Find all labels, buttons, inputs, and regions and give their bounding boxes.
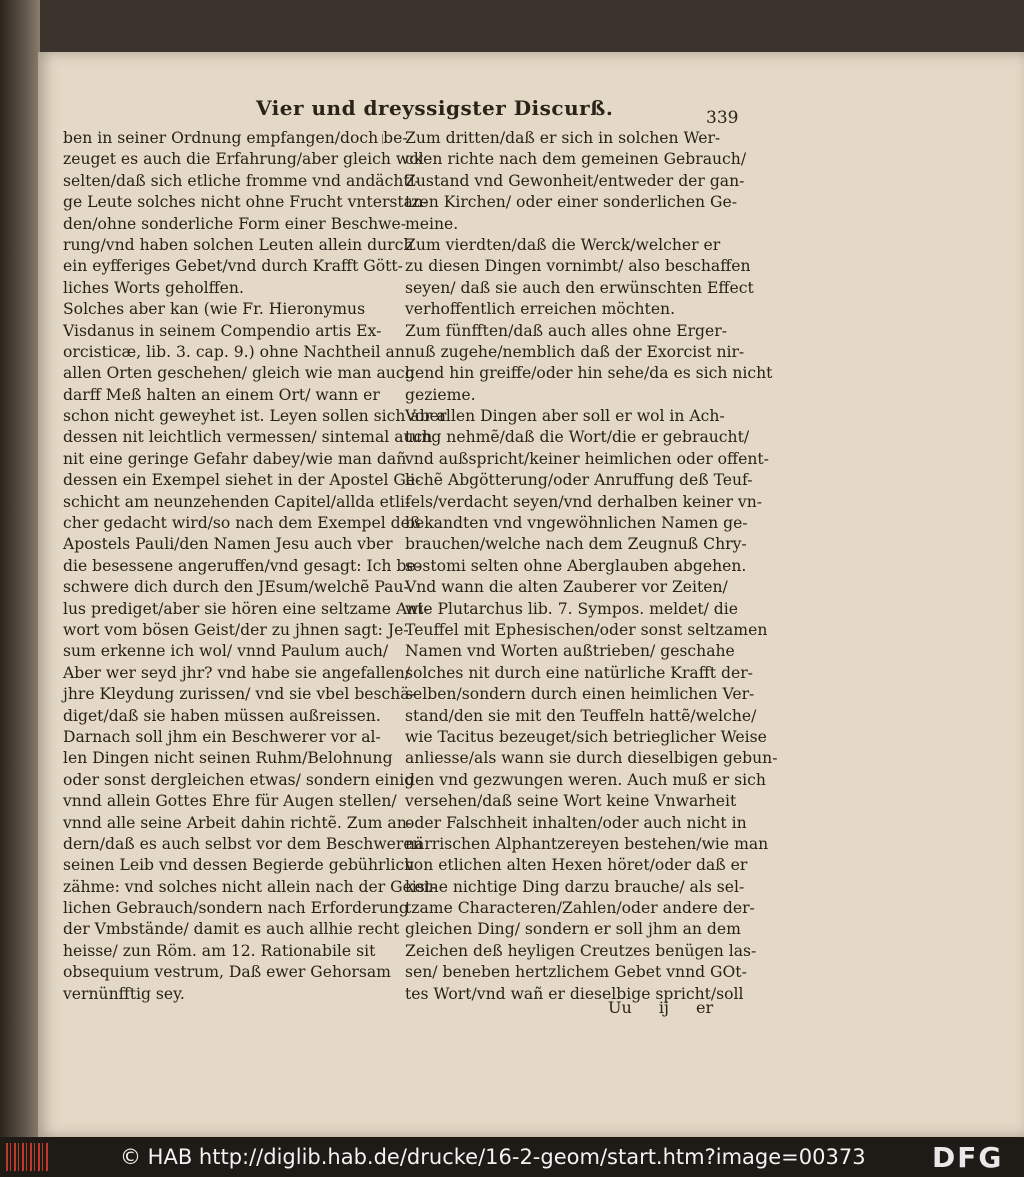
text-line: Zum fünfften/daß auch alles ohne Erger- — [405, 321, 727, 340]
text-line: stand/den sie mit den Teuffeln hattẽ/welche/ — [405, 706, 757, 725]
text-line: von etlichen alten Hexen höret/oder daß er — [405, 856, 748, 875]
text-line: Namen vnd Worten außtrieben/ geschahe — [405, 642, 735, 661]
running-header: Vier und dreyssigster Discurß. — [256, 96, 614, 120]
text-line: allen Orten geschehen/ gleich wie man auch — [63, 364, 415, 383]
text-line: zeuget es auch die Erfahrung/aber gleich wol — [63, 150, 424, 169]
text-line: nit eine geringe Gefahr dabey/wie man dañ — [63, 449, 407, 468]
text-line: wie Tacitus bezeuget/sich betrieglicher Weise — [405, 727, 767, 746]
text-line: sum erkenne ich wol/ vnnd Paulum auch/ — [63, 642, 389, 661]
text-line: cher gedacht wird/so nach dem Exempel deß — [63, 514, 421, 533]
text-line: len Dingen nicht seinen Ruhm/Belohnung — [63, 749, 393, 768]
text-line: jhre Kleydung zurissen/ vnd sie vbel beschä- — [63, 685, 415, 704]
book-page — [38, 52, 1024, 1137]
text-line: Zum vierdten/daß die Werck/welcher er — [405, 235, 721, 254]
text-line: wort vom bösen Geist/der zu jhnen sagt: Je- — [63, 620, 409, 639]
text-line: Apostels Pauli/den Namen Jesu auch vber — [63, 535, 393, 554]
facing-page-edge — [0, 90, 36, 1050]
text-line: lichẽ Abgötterung/oder Anruffung deß Teuf- — [405, 471, 753, 490]
text-line: dessen ein Exempel siehet in der Apostel Ge- — [63, 471, 421, 490]
text-line: sostomi selten ohne Aberglauben abgehen. — [405, 556, 747, 575]
text-line: versehen/daß seine Wort keine Vnwarheit — [405, 792, 737, 811]
text-line: närrischen Alphantzereyen bestehen/wie man — [405, 834, 769, 853]
text-line: orcisticæ, lib. 3. cap. 9.) ohne Nachtheil an — [63, 342, 405, 361]
text-line: darff Meß halten an einem Ort/ wann er — [63, 385, 380, 404]
text-line: tung nehmẽ/daß die Wort/die er gebraucht/ — [405, 428, 750, 447]
text-line: tzame Characteren/Zahlen/oder andere der- — [405, 899, 755, 918]
text-line: gend hin greiffe/oder hin sehe/da es sich nicht — [405, 364, 773, 383]
barcode-icon — [6, 1143, 48, 1171]
text-line: nuß zugehe/nemblich daß der Exorcist nir- — [405, 342, 745, 361]
text-line: wie Plutarchus lib. 7. Sympos. meldet/ die — [405, 599, 738, 618]
text-line: brauchen/welche nach dem Zeugnuß Chry- — [405, 535, 747, 554]
text-line: ein eyfferiges Gebet/vnd durch Krafft Gött- — [63, 257, 403, 276]
text-line: tzen Kirchen/ oder einer sonderlichen Ge- — [405, 193, 737, 212]
text-line: vnnd allein Gottes Ehre für Augen stellen/ — [63, 792, 397, 811]
text-line: die besessene angeruffen/vnd gesagt: Ich be- — [63, 556, 421, 575]
text-line: verhoffentlich erreichen möchten. — [405, 300, 676, 319]
text-line: Zum dritten/daß er sich in solchen Wer- — [405, 129, 721, 147]
text-line: zu diesen Dingen vornimbt/ also beschaffen — [405, 257, 751, 276]
text-line: fels/verdacht seyen/vnd derhalben keiner vn- — [405, 492, 763, 511]
text-line: Visdanus in seinem Compendio artis Ex- — [63, 321, 382, 340]
text-line: oder Falschheit inhalten/oder auch nicht in — [405, 813, 747, 832]
text-line: selten/daß sich etliche fromme vnd andächti- — [63, 171, 420, 190]
text-line: sen/ beneben hertzlichem Gebet vnnd GOt- — [405, 963, 747, 982]
text-line: gleichen Ding/ sondern er soll jhm an dem — [405, 920, 741, 939]
text-line: vernünfftig sey. — [63, 984, 185, 1003]
text-line: Zeichen deß heyligen Creutzes benügen las- — [405, 941, 757, 960]
text-line: lichen Gebrauch/sondern nach Erforderung — [63, 899, 409, 918]
text-line: seinen Leib vnd dessen Begierde gebührlich — [63, 856, 415, 875]
text-line: Zustand vnd Gewonheit/entweder der gan- — [405, 171, 745, 190]
text-line: ge Leute solches nicht ohne Frucht vnterstan- — [63, 193, 429, 212]
text-line: Darnach soll jhm ein Beschwerer vor al- — [63, 727, 381, 746]
text-line: vnnd alle seine Arbeit dahin richtẽ. Zum an- — [63, 813, 413, 832]
text-line: den/ohne sonderliche Form einer Beschwe- — [63, 214, 406, 233]
text-line: den vnd gezwungen weren. Auch muß er sich — [405, 770, 766, 789]
text-line: lus prediget/aber sie hören eine seltzame Ant- — [63, 599, 429, 618]
text-line: Vor allen Dingen aber soll er wol in Ach- — [405, 407, 725, 426]
text-line: Solches aber kan (wie Fr. Hieronymus — [63, 300, 366, 319]
text-line: selben/sondern durch einen heimlichen Ver- — [405, 685, 755, 704]
text-line: rung/vnd haben solchen Leuten allein durch — [63, 235, 414, 254]
dfg-logo: DFG — [932, 1141, 1004, 1174]
text-line: anliesse/als wann sie durch dieselbigen gebun- — [405, 749, 778, 768]
text-line: solches nit durch eine natürliche Krafft der- — [405, 663, 753, 682]
text-line: tes Wort/vnd wañ er dieselbige spricht/soll — [405, 984, 744, 1003]
text-line: vnd außspricht/keiner heimlichen oder offent- — [405, 449, 769, 468]
text-line: gezieme. — [405, 385, 476, 404]
text-line: keine nichtige Ding darzu brauche/ als sel- — [405, 877, 745, 896]
copyright-link[interactable]: © HAB http://diglib.hab.de/drucke/16-2-geom/start.htm?image=00373 — [120, 1145, 866, 1169]
catchword: Uu ij er — [608, 998, 714, 1017]
right-text-column — [405, 128, 778, 1005]
text-line: dessen nit leichtlich vermessen/ sintemal auch — [63, 428, 433, 447]
page-number: 339 — [706, 108, 739, 128]
text-line: zähme: vnd solches nicht allein nach der Geist- — [63, 877, 437, 896]
text-line: Teuffel mit Ephesischen/oder sonst seltzamen — [405, 620, 768, 639]
text-line: liches Worts geholffen. — [63, 278, 244, 297]
text-line: obsequium vestrum, Daß ewer Gehorsam — [63, 963, 391, 982]
text-line: Vnd wann die alten Zauberer vor Zeiten/ — [405, 578, 728, 597]
text-line: schicht am neunzehenden Capitel/allda etli- — [63, 492, 411, 511]
text-line: dern/daß es auch selbst vor dem Beschweren — [63, 834, 423, 853]
text-line: ben in seiner Ordnung empfangen/doch be- — [63, 129, 408, 147]
text-line: oder sonst dergleichen etwas/ sondern einig — [63, 770, 415, 789]
text-line: cken richte nach dem gemeinen Gebrauch/ — [405, 150, 747, 169]
text-line: schon nicht geweyhet ist. Leyen sollen sich aber — [63, 407, 447, 426]
text-line: bekandten vnd vngewöhnlichen Namen ge- — [405, 514, 748, 533]
text-line: Aber wer seyd jhr? vnd habe sie angefallen/ — [63, 663, 411, 682]
text-line: seyen/ daß sie auch den erwünschten Effect — [405, 278, 754, 297]
footer-bar — [0, 1137, 1024, 1177]
text-line: der Vmbstände/ damit es auch allhie recht — [63, 920, 400, 939]
text-line: diget/daß sie haben müssen außreissen. — [63, 706, 381, 725]
text-line: schwere dich durch den JEsum/welchẽ Pau- — [63, 578, 409, 597]
text-line: heisse/ zun Röm. am 12. Rationabile sit — [63, 941, 376, 960]
text-line: meine. — [405, 214, 459, 233]
